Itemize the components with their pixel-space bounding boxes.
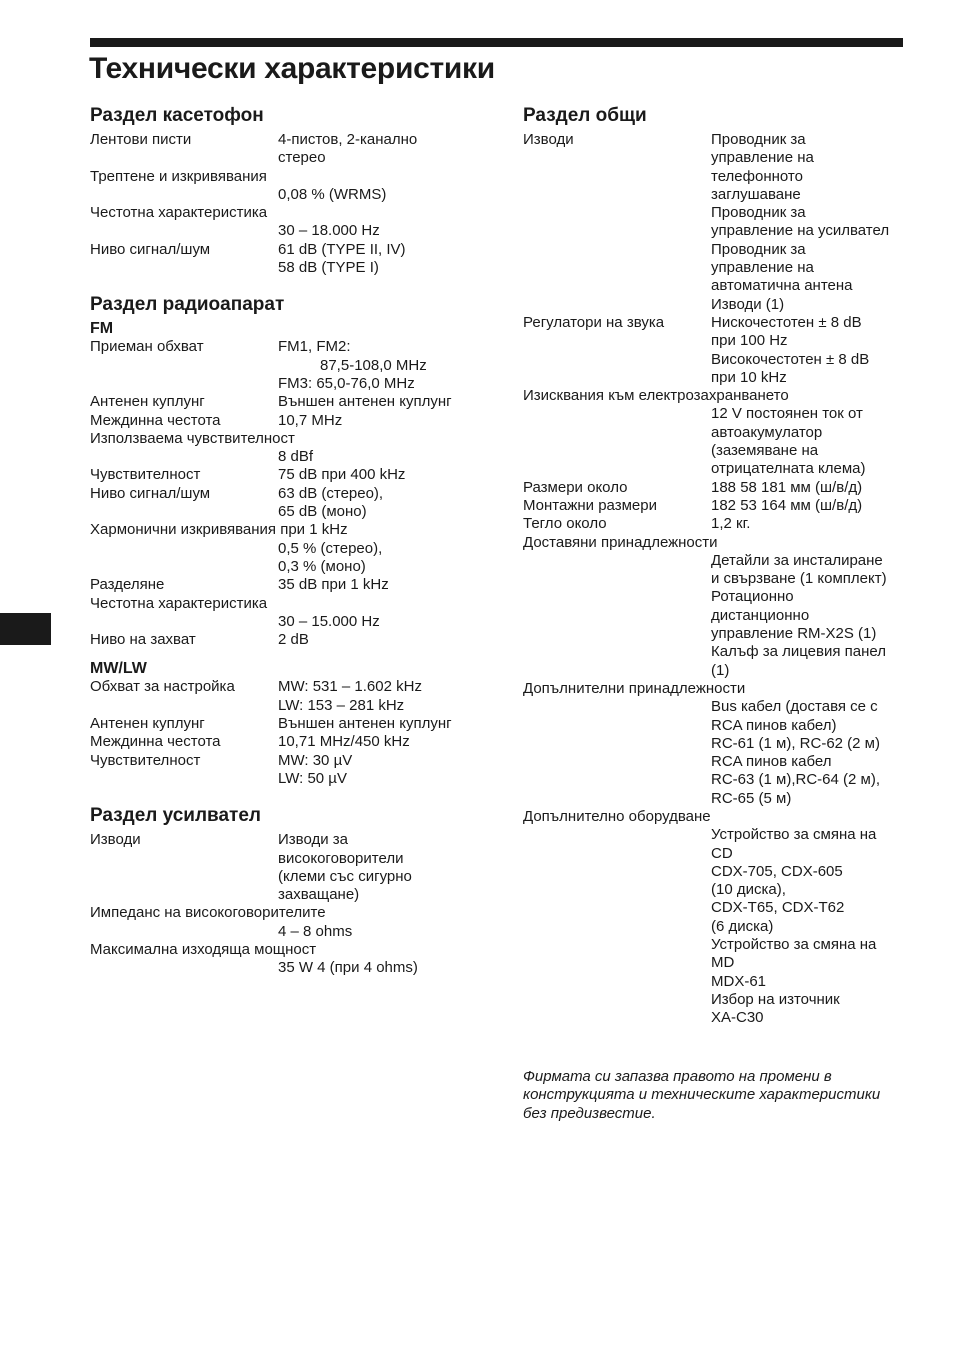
spec-key: Монтажни размери [523, 496, 657, 514]
spec-key: Лентови писти [90, 131, 192, 148]
spec-list-fm [90, 338, 490, 649]
spec-key [523, 771, 711, 789]
spec-row [90, 904, 490, 922]
spec-value: управление RM-X2S (1) [711, 625, 877, 643]
spec-row [523, 552, 913, 570]
spec-key: Допълнителни принадлежности [523, 679, 746, 697]
spec-value: 58 dB (TYPE I) [278, 259, 379, 277]
spec-row [90, 631, 490, 649]
section-heading-radio: Раздел радиоапарат [90, 294, 285, 316]
spec-row [523, 570, 913, 588]
spec-key [523, 277, 711, 295]
spec-row [523, 387, 913, 405]
spec-row [523, 698, 913, 716]
spec-value: при 10 kHz [711, 368, 787, 386]
spec-key: Регулатори на звука [523, 313, 665, 331]
spec-row [523, 845, 913, 863]
spec-row [90, 941, 490, 959]
spec-key [523, 863, 711, 881]
spec-row [90, 959, 490, 977]
spec-key [523, 296, 711, 314]
spec-row [523, 369, 913, 387]
spec-key [90, 886, 278, 904]
spec-key [90, 770, 278, 788]
spec-value: заглушаване [711, 185, 801, 203]
spec-value: MW: 531 – 1.602 kHz [278, 678, 422, 696]
spec-key [523, 973, 711, 991]
spec-key: Доставяни принадлежности [523, 533, 718, 551]
spec-row [523, 662, 913, 680]
spec-row [90, 576, 490, 594]
spec-value: RC-61 (1 м), RC-62 (2 м) [711, 734, 880, 752]
spec-row [90, 831, 490, 849]
spec-value: Ротационно [711, 588, 794, 606]
spec-row [523, 936, 913, 954]
spec-value: (1) [711, 661, 730, 679]
spec-row [523, 753, 913, 771]
spec-key [523, 442, 711, 460]
spec-list-amplifier [90, 831, 490, 977]
left-column [90, 103, 490, 978]
spec-key: Честотна характеристика [90, 594, 268, 612]
spec-key [523, 918, 711, 936]
top-rule [90, 38, 903, 47]
spec-key [523, 753, 711, 771]
spec-key: Максимална изходяща мощност [90, 940, 317, 958]
spec-list-cassette [90, 131, 490, 277]
spec-row [90, 521, 490, 539]
spec-row [90, 430, 490, 448]
spec-row [523, 332, 913, 350]
spec-row [523, 717, 913, 735]
spec-row [90, 503, 490, 521]
spec-row [523, 863, 913, 881]
spec-key: Размери около [523, 478, 628, 496]
subheading-mw-lw: MW/LW [90, 660, 147, 678]
spec-key [523, 186, 711, 204]
spec-key: Чувствителност [90, 751, 201, 769]
spec-value: Външен антенен куплунг [278, 393, 452, 411]
spec-key: Тегло около [523, 515, 607, 533]
spec-key [523, 845, 711, 863]
spec-value: 30 – 15.000 Hz [278, 612, 380, 630]
spec-value: (заземяване на [711, 442, 819, 460]
spec-key [523, 168, 711, 186]
spec-key [90, 503, 278, 521]
spec-value: (6 диска) [711, 917, 774, 935]
spec-value: отрицателната клема) [711, 460, 866, 478]
spec-key: Чувствителност [90, 466, 201, 484]
spec-key: Допълнително оборудване [523, 807, 711, 825]
spec-key [523, 204, 711, 222]
spec-key: Честотна характеристика [90, 204, 268, 222]
spec-key: Обхват за настройка [90, 678, 235, 696]
spec-value: Калъф за лицевия панел [711, 643, 886, 661]
spec-row [90, 715, 490, 733]
spec-value: RCA пинов кабел) [711, 716, 837, 734]
spec-key [90, 613, 278, 631]
spec-key [90, 923, 278, 941]
spec-key [523, 662, 711, 680]
spec-key [523, 588, 711, 606]
spec-key: Хармонични изкривявания при 1 kHz [90, 521, 348, 539]
spec-row [90, 204, 490, 222]
spec-value: CD [711, 844, 733, 862]
spec-value: Проводник за [711, 204, 806, 222]
spec-key [90, 357, 278, 375]
spec-row [523, 186, 913, 204]
spec-value: Изводи за [278, 831, 348, 849]
spec-value: 10,71 MHz/450 kHz [278, 733, 410, 751]
spec-key [523, 149, 711, 167]
spec-row [523, 973, 913, 991]
spec-value: при 100 Hz [711, 332, 788, 350]
spec-value: 12 V постоянен ток от [711, 405, 863, 423]
side-tab-marker [0, 613, 51, 645]
spec-row [523, 534, 913, 552]
spec-row [90, 375, 490, 393]
spec-row [90, 770, 490, 788]
spec-row [90, 168, 490, 186]
spec-value: 61 dB (TYPE II, IV) [278, 240, 406, 258]
spec-key [523, 460, 711, 478]
spec-row [90, 540, 490, 558]
spec-value: FM3: 65,0-76,0 MHz [278, 374, 415, 392]
spec-key: Разделяне [90, 576, 165, 594]
spec-key: Трептене и изкривявания [90, 167, 267, 185]
spec-row [523, 479, 913, 497]
section-heading-amplifier: Раздел усилвател [90, 805, 261, 827]
spec-key [523, 570, 711, 588]
spec-value: 35 dB при 1 kHz [278, 576, 389, 594]
spec-value: LW: 50 µV [278, 769, 347, 787]
spec-key [523, 552, 711, 570]
spec-value: Проводник за [711, 131, 806, 148]
spec-row [523, 826, 913, 844]
spec-row [523, 168, 913, 186]
spec-row [90, 886, 490, 904]
spec-value: 87,5-108,0 MHz [320, 356, 427, 374]
spec-value: MD [711, 954, 735, 972]
spec-value: FM1, FM2: [278, 338, 351, 356]
spec-key: Изводи [90, 831, 141, 849]
spec-value: управление на [711, 259, 814, 277]
spec-row [523, 771, 913, 789]
spec-row [523, 991, 913, 1009]
spec-value: 63 dB (стерео), [278, 484, 384, 502]
spec-value: 8 dBf [278, 448, 314, 466]
spec-row [523, 149, 913, 167]
spec-row [523, 314, 913, 332]
spec-list-mw-lw [90, 678, 490, 788]
spec-row [523, 442, 913, 460]
spec-row [523, 625, 913, 643]
spec-key [523, 625, 711, 643]
section-heading-cassette: Раздел касетофон [90, 105, 264, 126]
spec-value: Високочестотен ± 8 dB [711, 350, 870, 368]
spec-value: 1,2 кг. [711, 515, 751, 533]
spec-row [90, 222, 490, 240]
spec-value: MDX-61 [711, 972, 767, 990]
spec-row [90, 357, 490, 375]
spec-row [523, 460, 913, 478]
spec-row [523, 204, 913, 222]
subheading-fm: FM [90, 320, 114, 338]
spec-key: Междинна честота [90, 733, 221, 751]
spec-value: Bus кабел (доставя се с [711, 698, 878, 716]
spec-value: дистанционно [711, 606, 810, 624]
spec-row [90, 466, 490, 484]
spec-value: 65 dB (моно) [278, 503, 367, 521]
spec-value: телефонното [711, 167, 803, 185]
spec-row [90, 338, 490, 356]
spec-value: Изводи (1) [711, 295, 785, 313]
spec-row [90, 241, 490, 259]
spec-row [90, 733, 490, 751]
spec-key [523, 222, 711, 240]
spec-key [523, 735, 711, 753]
spec-row [90, 393, 490, 411]
spec-row [90, 186, 490, 204]
spec-key [523, 643, 711, 661]
spec-key [523, 717, 711, 735]
spec-row [90, 923, 490, 941]
spec-row [90, 131, 490, 149]
spec-row [90, 868, 490, 886]
section-heading-general: Раздел общи [523, 105, 647, 126]
spec-list-general [523, 131, 913, 1028]
spec-value: 30 – 18.000 Hz [278, 222, 380, 240]
spec-row [523, 241, 913, 259]
spec-row [523, 680, 913, 698]
spec-value: Нискочестотен ± 8 dB [711, 313, 862, 331]
spec-key: Използваема чувствителност [90, 429, 295, 447]
spec-key [90, 850, 278, 868]
spec-value: управление на [711, 149, 814, 167]
spec-row [90, 850, 490, 868]
spec-value: RCA пинов кабел [711, 753, 832, 771]
spec-value: високоговорители [278, 849, 404, 867]
spec-value: автоакумулатор [711, 423, 823, 441]
spec-key [523, 424, 711, 442]
spec-value: Устройство за смяна на [711, 826, 877, 844]
spec-key [90, 375, 278, 393]
spec-key [523, 899, 711, 917]
spec-row [523, 497, 913, 515]
spec-row [523, 351, 913, 369]
spec-value: 0,3 % (моно) [278, 557, 366, 575]
spec-value: 0,5 % (стерео), [278, 539, 383, 557]
spec-row [90, 697, 490, 715]
spec-value: 2 dB [278, 631, 309, 649]
spec-row [523, 918, 913, 936]
spec-row [523, 259, 913, 277]
spec-value: RC-65 (5 м) [711, 789, 792, 807]
spec-key [523, 369, 711, 387]
spec-value: 4 – 8 ohms [278, 922, 353, 940]
spec-key [90, 259, 278, 277]
spec-row [90, 595, 490, 613]
spec-value: 0,08 % (WRMS) [278, 185, 387, 203]
spec-row [90, 412, 490, 430]
spec-key [523, 790, 711, 808]
page-title: Технически характеристики [89, 52, 495, 85]
spec-row [523, 808, 913, 826]
spec-value: Външен антенен куплунг [278, 715, 452, 733]
spec-key: Ниво сигнал/шум [90, 484, 211, 502]
spec-key [90, 697, 278, 715]
spec-row [523, 881, 913, 899]
spec-key [523, 351, 711, 369]
spec-key [523, 1009, 711, 1027]
spec-row [523, 588, 913, 606]
spec-row [90, 752, 490, 770]
spec-value: Проводник за [711, 240, 806, 258]
spec-value: 10,7 MHz [278, 411, 343, 429]
spec-key [523, 607, 711, 625]
spec-key: Ниво сигнал/шум [90, 240, 211, 258]
footnote: Фирмата си запазва правото на промени в конструкцията и техническите характеристики без предизвестие. [523, 1068, 881, 1122]
spec-key: Междинна честота [90, 411, 221, 429]
spec-key: Антенен куплунг [90, 715, 205, 733]
spec-key: Изисквания към електрозахранването [523, 387, 789, 405]
spec-value: Устройство за смяна на [711, 936, 877, 954]
spec-value: LW: 153 – 281 kHz [278, 696, 405, 714]
spec-value: стерео [278, 149, 326, 167]
spec-row [523, 954, 913, 972]
spec-key [523, 936, 711, 954]
spec-key: Изводи [523, 131, 574, 148]
spec-row [90, 558, 490, 576]
spec-value: Избор на източник [711, 990, 840, 1008]
spec-value: 75 dB при 400 kHz [278, 466, 406, 484]
spec-row [523, 277, 913, 295]
spec-value: захващане) [278, 886, 360, 904]
spec-value: Детайли за инсталиране [711, 551, 883, 569]
spec-row [90, 149, 490, 167]
spec-key [90, 448, 278, 466]
spec-key [523, 826, 711, 844]
spec-row [523, 131, 913, 149]
spec-row [523, 296, 913, 314]
spec-key [90, 540, 278, 558]
spec-value: и свързване (1 комплект) [711, 570, 887, 588]
spec-key: Антенен куплунг [90, 393, 205, 411]
spec-key [523, 881, 711, 899]
spec-row [523, 790, 913, 808]
spec-key [523, 698, 711, 716]
spec-row [523, 643, 913, 661]
spec-row [90, 678, 490, 696]
spec-key [90, 868, 278, 886]
spec-key [523, 954, 711, 972]
spec-key [90, 558, 278, 576]
spec-value: 35 W 4 (при 4 ohms) [278, 959, 418, 977]
spec-row [523, 424, 913, 442]
spec-value: 182 53 164 мм (ш/в/д) [711, 496, 863, 514]
spec-row [90, 613, 490, 631]
spec-value: CDX-T65, CDX-T62 [711, 899, 845, 917]
spec-row [523, 222, 913, 240]
spec-key: Ниво на захват [90, 631, 196, 649]
spec-row [523, 607, 913, 625]
spec-row [523, 405, 913, 423]
spec-row [523, 1009, 913, 1027]
spec-row [90, 485, 490, 503]
spec-value: (10 диска), [711, 881, 786, 899]
spec-value: CDX-705, CDX-605 [711, 862, 843, 880]
right-column [523, 103, 913, 1028]
spec-row [523, 515, 913, 533]
spec-key [90, 186, 278, 204]
spec-key [90, 959, 278, 977]
spec-value: RC-63 (1 м),RC-64 (2 м), [711, 771, 880, 789]
spec-value: 188 58 181 мм (ш/в/д) [711, 478, 863, 496]
spec-key [523, 259, 711, 277]
spec-key: Приеман обхват [90, 338, 204, 356]
spec-key [523, 241, 711, 259]
spec-value: 4-пистов, 2-канално [278, 131, 418, 148]
spec-value: автоматична антена [711, 277, 853, 295]
spec-row [90, 448, 490, 466]
spec-row [523, 735, 913, 753]
spec-value: (клеми със сигурно [278, 867, 412, 885]
spec-row [523, 899, 913, 917]
spec-key [90, 149, 278, 167]
spec-key [523, 991, 711, 1009]
spec-key [523, 332, 711, 350]
spec-key [523, 405, 711, 423]
spec-value: MW: 30 µV [278, 751, 353, 769]
spec-value: управление на усилвател [711, 222, 890, 240]
spec-row [90, 259, 490, 277]
spec-value: XA-C30 [711, 1009, 764, 1027]
spec-key: Импеданс на високоговорителите [90, 904, 326, 922]
spec-key [90, 222, 278, 240]
